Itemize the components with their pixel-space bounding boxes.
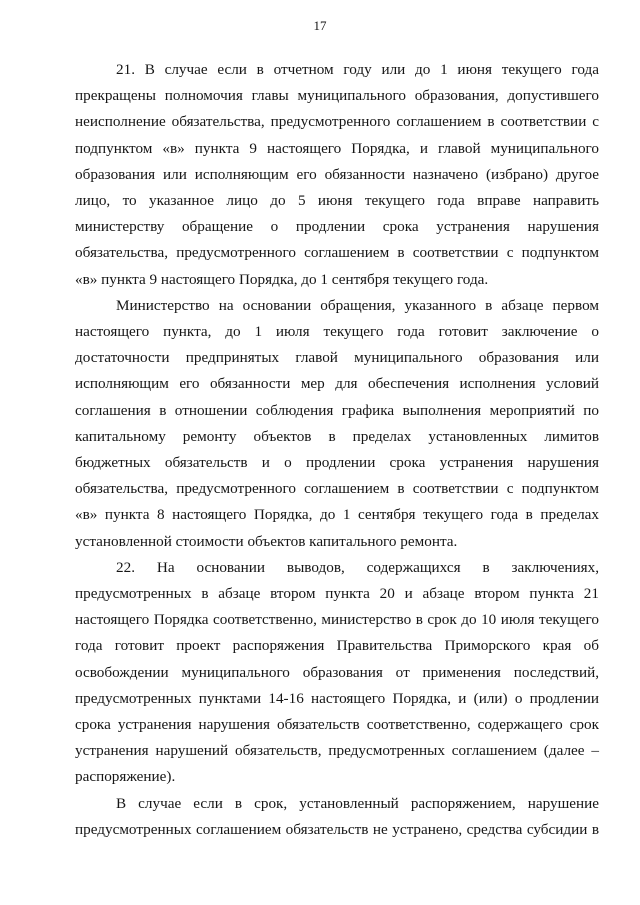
paragraph-item-22: 22. На основании выводов, содержащихся в заключениях, предусмотренных в абзаце втором пункта 20 и абзаце втором пункта 21 настоящего Порядка соответственно, министерство в срок до 10 июля текущего года готовит проект распоряжения Правительства Приморского края об освобождении муниципального образования от применения последствий, предусмотренных пунктами 14-16 настоящего Порядка, и (или) о продлении срока устранения нарушения обязательств соответственно, содержащего срок устранения нарушений обязательств, предусмотренных соглашением (далее – распоряжение). <box>75 558 599 786</box>
paragraph-item-21: 21. В случае если в отчетном году или до 1 июня текущего года прекращены полномочия главы муниципального образования, допустившего неисполнение обязательства, предусмотренного соглашением в соответствии с подпунктом «в» пункта 9 настоящего Порядка, и главой муниципального образования или исполняющим его обязанности назначено (избрано) другое лицо, то указанное лицо до 5 июня текущего года вправе направить министерству обращение о продлении срока устранения нарушения обязательства, предусмотренного соглашением в соответствии с подпунктом «в» пункта 9 настоящего Порядка, до 1 сентября текущего года. <box>75 61 599 288</box>
page-number: 17 <box>313 18 327 33</box>
document-body <box>75 57 599 843</box>
paragraph-subsidy-continued: В случае если в срок, установленный распоряжением, нарушение предусмотренных соглашением обязательств не устранено, средства субсидии в <box>75 794 599 838</box>
paragraph-ministry-conclusion: Министерство на основании обращения, указанного в абзаце первом настоящего пункта, до 1 июля текущего года готовит заключение о достаточности предпринятых главой муниципального образования или исполняющим его обязанности мер для обеспечения исполнения условий соглашения в отношении соблюдения графика выполнения мероприятий по капитальному ремонту объектов в пределах установленных лимитов бюджетных обязательств и о продлении срока устранения нарушения обязательства, предусмотренного соглашением в соответствии с подпунктом «в» пункта 8 настоящего Порядка, до 1 сентября текущего года в пределах установленной стоимости объектов капитального ремонта. <box>75 296 599 550</box>
